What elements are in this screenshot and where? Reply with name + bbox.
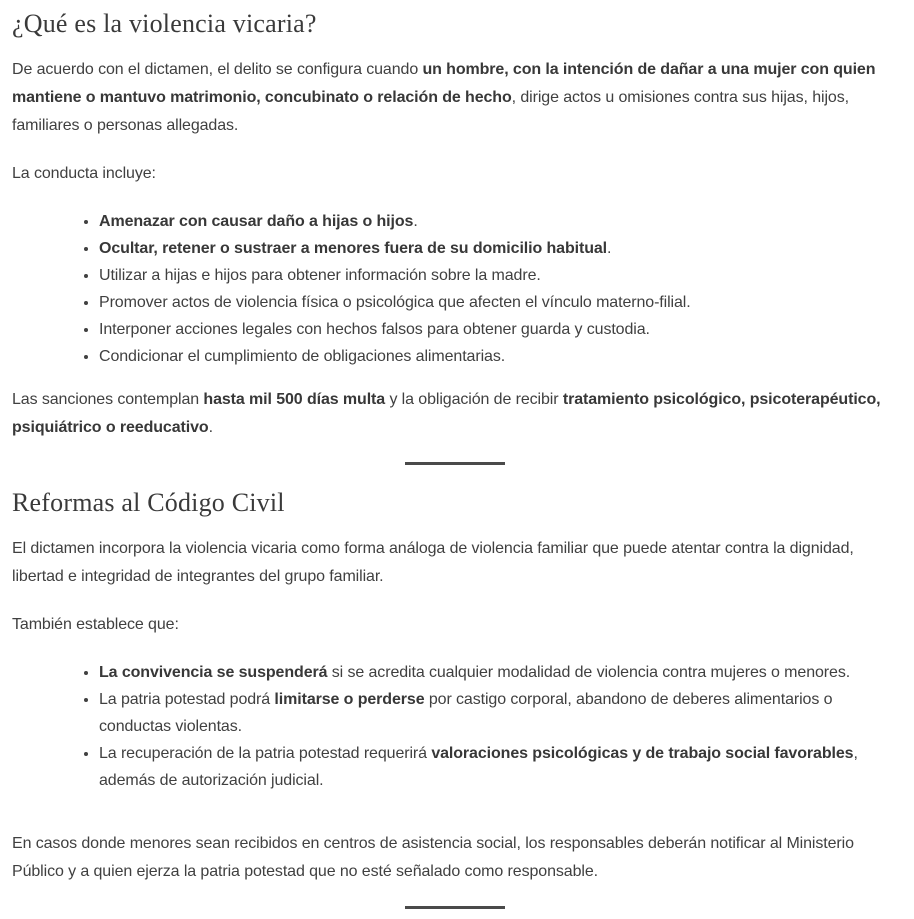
paragraph-establishes-label: También establece que: [12, 616, 179, 633]
paragraph-definition: De acuerdo con el dictamen, el delito se configura cuando un hombre, con la intención de dañar a una mujer con quien mantiene o mantuvo matrimonio, concubinato o relación de hecho, dirige actos u omisiones contra sus hijas, hijos, familiares o personas allegadas. [12, 61, 876, 134]
list-item: • La patria potestad podrá limitarse o perderse por castigo corporal, abandono de deberes alimentarios o conductas violentas. [99, 686, 898, 740]
list-item: • Amenazar con causar daño a hijas o hijos. [99, 208, 898, 235]
list-item: • Interponer acciones legales con hechos falsos para obtener guarda y custodia. [99, 316, 898, 343]
section-divider [405, 906, 505, 909]
list-item: • Promover actos de violencia física o psicológica que afecten el vínculo materno-filial. [99, 289, 898, 316]
list-item: • La recuperación de la patria potestad requerirá valoraciones psicológicas y de trabajo social favorables, además de autorización judicial. [99, 740, 898, 794]
reforms-bullet-list [12, 659, 898, 794]
paragraph-sanctions: Las sanciones contemplan hasta mil 500 días multa y la obligación de recibir tratamiento psicológico, psicoterapéutico, psiquiátrico o reeducativo. [12, 391, 881, 436]
list-item: • Ocultar, retener o sustraer a menores fuera de su domicilio habitual. [99, 235, 898, 262]
paragraph-conduct-label: La conducta incluye: [12, 165, 156, 182]
section-heading-reformas-codigo-civil: Reformas al Código Civil [12, 488, 285, 517]
section-heading-que-es-violencia-vicaria: ¿Qué es la violencia vicaria? [12, 9, 317, 38]
paragraph-social-assistance: En casos donde menores sean recibidos en centros de asistencia social, los responsables deberán notificar al Ministerio Público y a quien ejerza la patria potestad que no esté señalado como responsable. [12, 835, 854, 880]
paragraph-civil-code-intro: El dictamen incorpora la violencia vicaria como forma análoga de violencia familiar que puede atentar contra la dignidad, libertad e integridad de integrantes del grupo familiar. [12, 540, 854, 585]
conduct-bullet-list [12, 208, 898, 370]
list-item: • La convivencia se suspenderá si se acredita cualquier modalidad de violencia contra mujeres o menores. [99, 659, 898, 686]
list-item: • Utilizar a hijas e hijos para obtener información sobre la madre. [99, 262, 898, 289]
section-divider [405, 462, 505, 465]
list-item: • Condicionar el cumplimiento de obligaciones alimentarias. [99, 343, 898, 370]
